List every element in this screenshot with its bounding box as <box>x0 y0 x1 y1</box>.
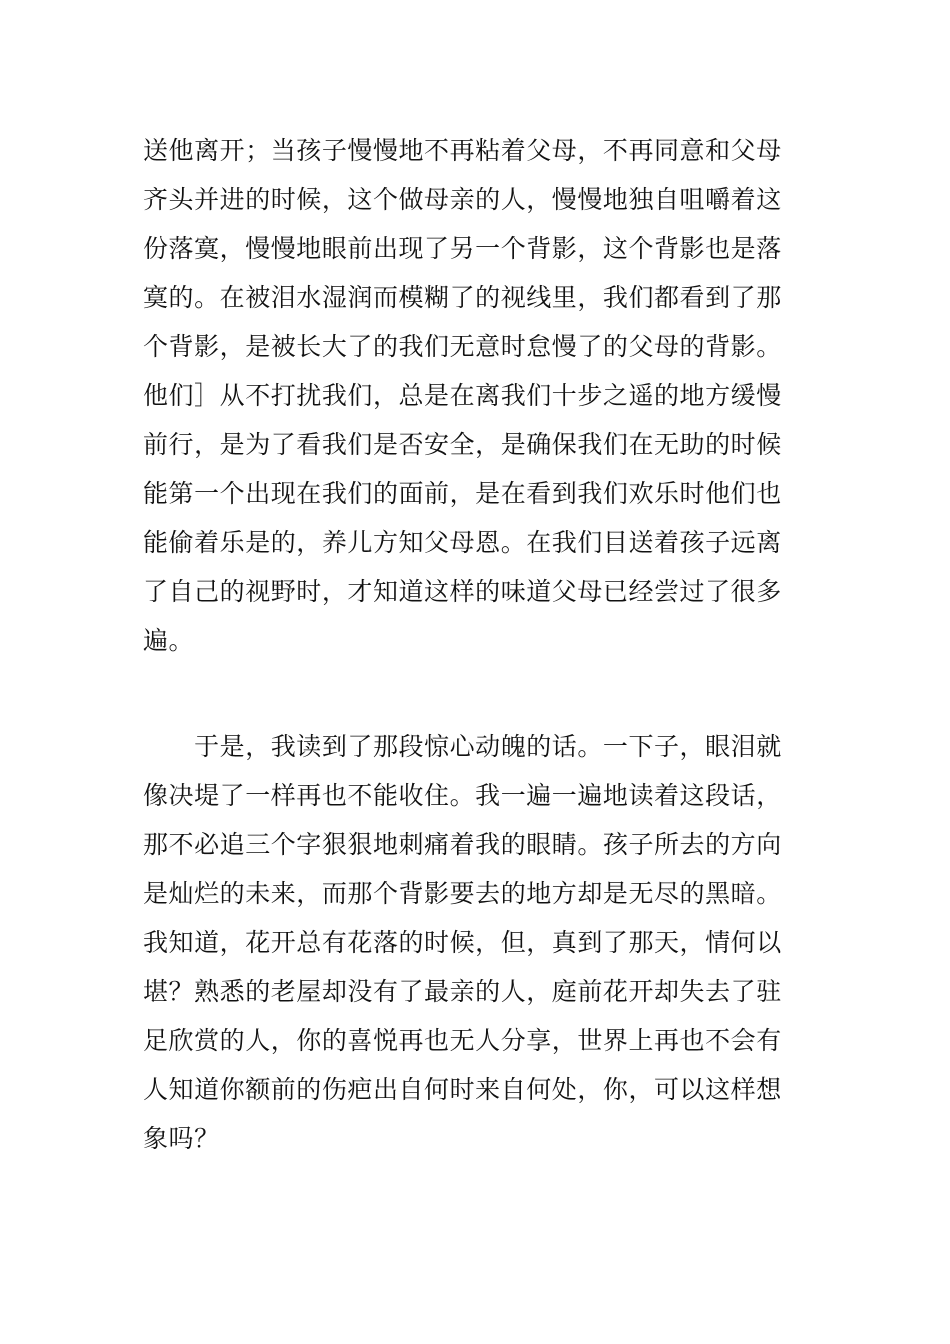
paragraph-2 <box>143 722 813 1163</box>
text-line: 足欣赏的人，你的喜悦再也无人分享，世界上再也不会有 <box>143 1026 782 1055</box>
paragraph-1 <box>143 126 813 665</box>
text-line: 个背影，是被长大了的我们无意时怠慢了的父母的背影。 <box>143 332 782 361</box>
text-line: 能第一个出现在我们的面前，是在看到我们欢乐时他们也 <box>143 479 782 508</box>
text-line: 于是，我读到了那段惊心动魄的话。一下子，眼泪就 <box>143 732 782 761</box>
text-line: 那不必追三个字狠狠地刺痛着我的眼睛。孩子所去的方向 <box>143 830 782 859</box>
text-line: 能偷着乐是的，养儿方知父母恩。在我们目送着孩子远离 <box>143 528 782 557</box>
text-line: 前行，是为了看我们是否安全，是确保我们在无助的时候 <box>143 430 782 459</box>
text-line: 他们］从不打扰我们，总是在离我们十步之遥的地方缓慢 <box>143 381 782 410</box>
text-line: 寞的。在被泪水湿润而模糊了的视线里，我们都看到了那 <box>143 283 782 312</box>
text-line: 人知道你额前的伤疤出自何时来自何处，你，可以这样想 <box>143 1075 782 1104</box>
text-line: 份落寞，慢慢地眼前出现了另一个背影，这个背影也是落 <box>143 234 782 263</box>
text-line: 堪？熟悉的老屋却没有了最亲的人，庭前花开却失去了驻 <box>143 977 782 1006</box>
text-line: 送他离开；当孩子慢慢地不再粘着父母，不再同意和父母 <box>143 136 782 165</box>
text-line: 遍。 <box>143 626 195 655</box>
text-line: 是灿烂的未来，而那个背影要去的地方却是无尽的黑暗。 <box>143 879 782 908</box>
text-line: 象吗？ <box>143 1124 220 1153</box>
text-line: 我知道，花开总有花落的时候，但，真到了那天，情何以 <box>143 928 782 957</box>
text-line: 齐头并进的时候，这个做母亲的人，慢慢地独自咀嚼着这 <box>143 185 782 214</box>
text-line: 像决堤了一样再也不能收住。我一遍一遍地读着这段话， <box>143 781 782 810</box>
text-line: 了自己的视野时，才知道这样的味道父母已经尝过了很多 <box>143 577 782 606</box>
